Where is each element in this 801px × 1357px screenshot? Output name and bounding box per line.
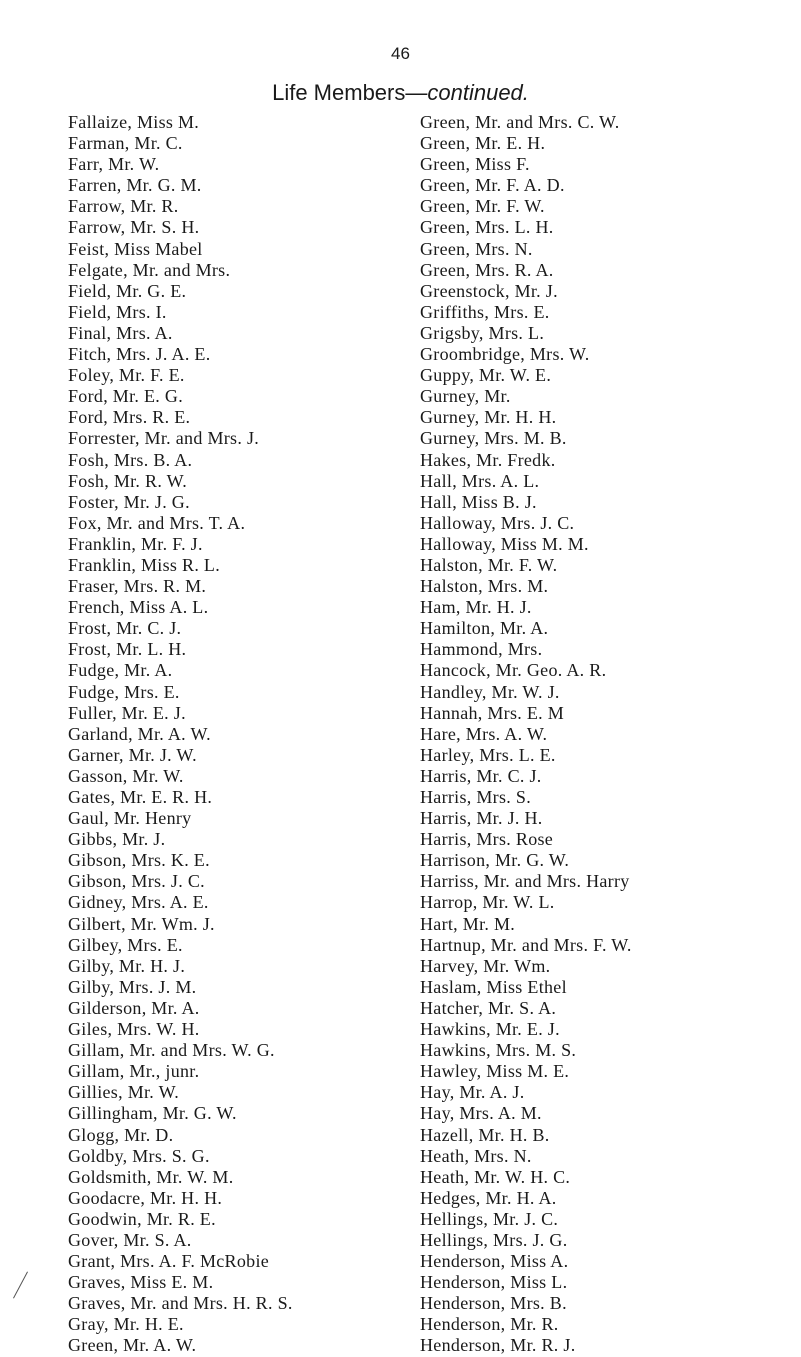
member-entry: Halston, Mr. F. W.	[420, 554, 558, 575]
member-entry: Gilby, Mrs. J. M.	[68, 976, 197, 997]
member-entry: Fallaize, Miss M.	[68, 112, 200, 132]
member-entry: Gaul, Mr. Henry	[68, 808, 192, 829]
member-entry: Harley, Mrs. L. E.	[420, 744, 556, 765]
member-entry: Hall, Mrs. A. L.	[420, 470, 540, 491]
member-entry: Gover, Mr. S. A.	[68, 1229, 192, 1250]
member-entry: Handley, Mr. W. J.	[420, 681, 560, 702]
member-entry: Ham, Mr. H. J.	[420, 597, 532, 618]
member-entry: Frost, Mr. C. J.	[68, 618, 182, 639]
member-entry: Hannah, Mrs. E. M	[420, 702, 565, 723]
member-entry: Groombridge, Mrs. W.	[420, 344, 590, 365]
member-entry: Gurney, Mrs. M. B.	[420, 428, 567, 449]
member-entry: Fuller, Mr. E. J.	[68, 702, 186, 723]
member-entry: Gilbert, Mr. Wm. J.	[68, 913, 215, 934]
member-entry: Harris, Mr. C. J.	[420, 765, 542, 786]
member-entry: Goodwin, Mr. R. E.	[68, 1208, 216, 1229]
right-member-column	[420, 112, 632, 1357]
member-entry: Frost, Mr. L. H.	[68, 639, 187, 660]
member-entry: Harris, Mrs. Rose	[420, 829, 554, 850]
member-entry: Gilderson, Mr. A.	[68, 997, 200, 1018]
member-entry: Green, Mrs. L. H.	[420, 217, 554, 238]
member-entry: Hart, Mr. M.	[420, 913, 516, 934]
member-entry: Farr, Mr. W.	[68, 154, 160, 175]
member-entry: Harvey, Mr. Wm.	[420, 955, 551, 976]
member-entry: Gillam, Mr., junr.	[68, 1061, 200, 1082]
member-entry: Green, Mrs. N.	[420, 238, 533, 259]
section-title: Life Members	[272, 80, 406, 105]
member-entry: Halloway, Miss M. M.	[420, 533, 589, 554]
section-heading	[0, 80, 801, 106]
member-entry: Harrop, Mr. W. L.	[420, 892, 555, 913]
member-entry: Green, Mrs. R. A.	[420, 259, 554, 280]
member-entry: Fraser, Mrs. R. M.	[68, 576, 207, 597]
member-entry: Goldsmith, Mr. W. M.	[68, 1166, 234, 1187]
member-entry: Garner, Mr. J. W.	[68, 744, 197, 765]
member-entry: Hartnup, Mr. and Mrs. F. W.	[420, 934, 632, 955]
member-entry: Franklin, Mr. F. J.	[68, 533, 203, 554]
member-entry: Griffiths, Mrs. E.	[420, 301, 550, 322]
member-entry: Foley, Mr. F. E.	[68, 365, 185, 386]
member-entry: Foster, Mr. J. G.	[68, 491, 190, 512]
member-entry: Gibson, Mrs. J. C.	[68, 871, 205, 892]
member-entry: Hay, Mr. A. J.	[420, 1082, 525, 1103]
member-entry: Henderson, Mr. R. J.	[420, 1335, 576, 1356]
member-entry: Heath, Mr. W. H. C.	[420, 1166, 571, 1187]
member-entry: Franklin, Miss R. L.	[68, 554, 221, 575]
member-entry: Hazell, Mr. H. B.	[420, 1124, 550, 1145]
member-entry: Fitch, Mrs. J. A. E.	[68, 344, 211, 365]
member-entry: Gray, Mr. H. E.	[68, 1314, 184, 1335]
member-entry: Green, Mr. F. A. D.	[420, 175, 565, 196]
member-entry: Green, Miss F.	[420, 154, 530, 175]
member-entry: Forrester, Mr. and Mrs. J.	[68, 428, 260, 449]
member-entry: Harrison, Mr. G. W.	[420, 850, 570, 871]
heading-dash: —	[405, 80, 428, 105]
member-entry: Fosh, Mrs. B. A.	[68, 449, 193, 470]
member-entry: Green, Mr. E. H.	[420, 133, 546, 154]
member-entry: Harriss, Mr. and Mrs. Harry	[420, 871, 630, 892]
member-entry: Ford, Mr. E. G.	[68, 386, 184, 407]
member-entry: Gibbs, Mr. J.	[68, 829, 166, 850]
member-entry: Henderson, Miss L.	[420, 1272, 568, 1293]
member-entry: Grigsby, Mrs. L.	[420, 322, 545, 343]
member-entry: Gillies, Mr. W.	[68, 1082, 180, 1103]
member-entry: Gilbey, Mrs. E.	[68, 934, 183, 955]
member-entry: Graves, Mr. and Mrs. H. R. S.	[68, 1293, 293, 1314]
member-entry: Harris, Mrs. S.	[420, 787, 531, 807]
member-entry: Fox, Mr. and Mrs. T. A.	[68, 512, 246, 533]
member-entry: Gates, Mr. E. R. H.	[68, 787, 213, 807]
member-entry: Hancock, Mr. Geo. A. R.	[420, 660, 607, 681]
member-entry: Hawkins, Mrs. M. S.	[420, 1040, 577, 1061]
member-entry: Henderson, Miss A.	[420, 1251, 569, 1272]
member-entry: Gillingham, Mr. G. W.	[68, 1103, 237, 1124]
member-entry: Hawley, Miss M. E.	[420, 1061, 570, 1082]
member-entry: Hall, Miss B. J.	[420, 491, 537, 512]
member-entry: Fosh, Mr. R. W.	[68, 470, 188, 491]
member-entry: Giles, Mrs. W. H.	[68, 1019, 200, 1040]
member-entry: Hellings, Mr. J. C.	[420, 1208, 559, 1229]
member-entry: Glogg, Mr. D.	[68, 1124, 174, 1145]
member-entry: Fudge, Mrs. E.	[68, 681, 180, 702]
member-entry: Field, Mrs. I.	[68, 301, 167, 322]
member-entry: French, Miss A. L.	[68, 597, 209, 618]
member-entry: Goodacre, Mr. H. H.	[68, 1187, 223, 1208]
member-entry: Feist, Miss Mabel	[68, 238, 203, 259]
page-number: 46	[391, 44, 410, 63]
member-entry: Gilby, Mr. H. J.	[68, 955, 186, 976]
member-entry: Goldby, Mrs. S. G.	[68, 1145, 210, 1166]
member-entry: Green, Mr. and Mrs. C. W.	[420, 112, 620, 132]
member-entry: Green, Mr. F. W.	[420, 196, 545, 217]
member-entry: Green, Mr. A. W.	[68, 1335, 197, 1356]
member-entry: Henderson, Mr. R.	[420, 1314, 559, 1335]
member-entry: Gasson, Mr. W.	[68, 765, 184, 786]
left-member-column	[68, 112, 293, 1357]
member-entry: Hammond, Mrs.	[420, 639, 543, 660]
member-entry: Hay, Mrs. A. M.	[420, 1103, 542, 1124]
member-entry: Hawkins, Mr. E. J.	[420, 1019, 560, 1040]
member-entry: Garland, Mr. A. W.	[68, 723, 211, 744]
continued-label: continued.	[427, 80, 529, 105]
member-entry: Greenstock, Mr. J.	[420, 280, 558, 301]
member-entry: Heath, Mrs. N.	[420, 1145, 532, 1166]
member-entry: Hakes, Mr. Fredk.	[420, 449, 556, 470]
member-entry: Hamilton, Mr. A.	[420, 618, 549, 639]
member-entry: Gibson, Mrs. K. E.	[68, 850, 210, 871]
member-entry: Ford, Mrs. R. E.	[68, 407, 191, 428]
member-entry: Farren, Mr. G. M.	[68, 175, 202, 196]
member-entry: Final, Mrs. A.	[68, 322, 173, 343]
member-entry: Hedges, Mr. H. A.	[420, 1187, 557, 1208]
member-entry: Fudge, Mr. A.	[68, 660, 173, 681]
member-entry: Henderson, Mrs. B.	[420, 1293, 567, 1314]
stray-mark	[13, 1272, 28, 1299]
member-entry: Field, Mr. G. E.	[68, 280, 187, 301]
member-entry: Hellings, Mrs. J. G.	[420, 1229, 568, 1250]
member-entry: Graves, Miss E. M.	[68, 1272, 214, 1293]
member-entry: Farrow, Mr. R.	[68, 196, 179, 217]
member-entry: Gurney, Mr.	[420, 386, 511, 407]
member-entry: Halston, Mrs. M.	[420, 576, 549, 597]
member-entry: Halloway, Mrs. J. C.	[420, 512, 575, 533]
member-entry: Grant, Mrs. A. F. McRobie	[68, 1251, 270, 1272]
member-entry: Gillam, Mr. and Mrs. W. G.	[68, 1040, 275, 1061]
member-entry: Gurney, Mr. H. H.	[420, 407, 557, 428]
member-entry: Hare, Mrs. A. W.	[420, 723, 548, 744]
member-entry: Gidney, Mrs. A. E.	[68, 892, 209, 913]
member-entry: Farman, Mr. C.	[68, 133, 183, 154]
member-entry: Harris, Mr. J. H.	[420, 808, 543, 829]
member-entry: Haslam, Miss Ethel	[420, 976, 567, 997]
member-entry: Felgate, Mr. and Mrs.	[68, 259, 231, 280]
member-entry: Guppy, Mr. W. E.	[420, 365, 552, 386]
member-entry: Hatcher, Mr. S. A.	[420, 997, 557, 1018]
member-entry: Farrow, Mr. S. H.	[68, 217, 200, 238]
